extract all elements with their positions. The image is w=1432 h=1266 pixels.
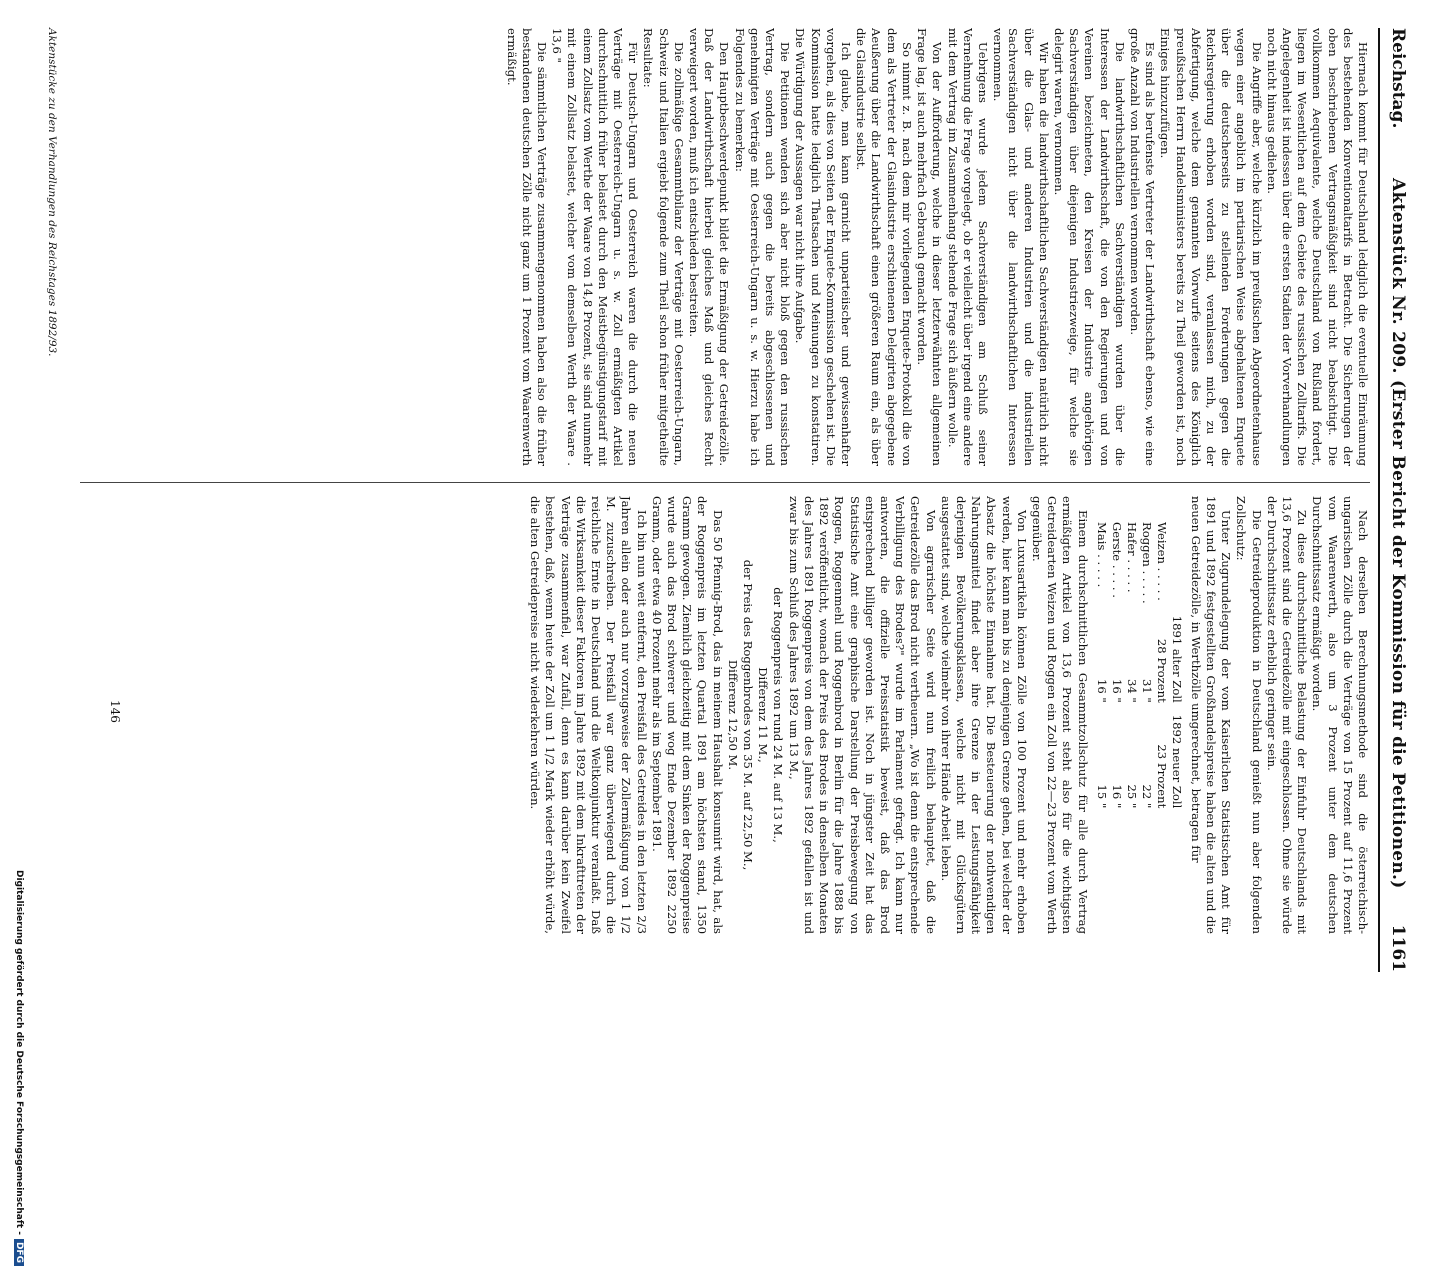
table-cell: 23 Prozent bbox=[1154, 744, 1169, 809]
difference-line: Differenz 12,50 M. bbox=[725, 659, 740, 771]
table-header-cell bbox=[1169, 516, 1184, 610]
table-cell: 28 Prozent bbox=[1154, 638, 1169, 703]
header-page-number: 1161 bbox=[1388, 924, 1408, 972]
table-header-row bbox=[1169, 516, 1184, 814]
paragraph: Nach derselben Berechnungsmethode sind die österreichisch-ungarischen Zölle durch die Verträge von 15 Prozent auf 11,6 Prozent vom Waarenwerth, also um 3 Prozent unter dem deutschen Durchschnittssatz ermäßigt worden. bbox=[1310, 496, 1370, 934]
table-cell: Roggen . . . . . bbox=[1139, 522, 1154, 604]
table-cell: Hafer . . . . . bbox=[1124, 522, 1139, 593]
table-header-cell: 1891 alter Zoll bbox=[1169, 615, 1184, 703]
table-row bbox=[1154, 516, 1169, 814]
paragraph: Von Luxusartikeln können Zölle von 100 Prozent und mehr erhoben werden, hier kann man bis zu demjenigen Grenze gehen, bei welcher der Absatz die höchste Einnahme hat. Die Besteuerung der nothwendigen Nahrungsmittel findet aber ihre Grenze in der Leistungsfähigkeit derjenigen Bevölkerungsklassen, welche nicht mit Glücksgütern ausgestattet sind, welche vielmehr von ihrer Hände Arbeit leben. bbox=[938, 496, 1029, 934]
paragraph: Die Angriffe aber, welche kürzlich im preußischen Abgeordnetenhause wegen einer angeblich im partiarischen Weise abgehaltenen Enquete über die deutscherseits zu stellenden Forderungen gegen die Reichsregierung erhoben worden sind, veranlassen mich, zu der Abfertigung, welche dem genannten Vorwurfe seitens des Königlich preußischen Herrn Handelsministers bereits zu Theil geworden ist, noch Einiges hinzuzufügen. bbox=[1158, 28, 1264, 466]
paragraph: Ich bin nun weit entfernt, den Preisfall des Getreides in den letzten 2/3 Jahren allein oder auch nur vorzugsweise der Zollermäßigung von 1 1/2 M. zuzuschreiben. Der Preisfall war ganz überwiegend durch die reichliche Ernte in Deutschland und die Weltkonjunktur veranlaßt. Daß die Wirksamkeit dieser Faktoren im Jahre 1892 mit dem Inkrafttreten der Verträge zusammenfiel, war Zufall, denn es kann darüber kein Zweifel bestehen, daß, wenn heute der Zoll um 1 1/2 Mark wieder erhöht würde, die alten Getreidepreise nicht wiederkehren würden. bbox=[528, 496, 649, 934]
table-row bbox=[1109, 516, 1124, 814]
difference-line: Differenz 11 M., bbox=[756, 667, 771, 763]
footnote: Aktenstücke zu den Verhandlungen des Reichstages 1892/93. bbox=[46, 28, 58, 357]
table-cell: 22 " bbox=[1139, 784, 1154, 809]
header-title: Aktenstück Nr. 209. (Erster Bericht der Kommission für die Petitionen.) bbox=[1388, 178, 1408, 889]
paragraph: Es sind als berufenste Vertreter der Landwirthschaft ebenso, wie eine große Anzahl von Industriellen vernommen worden. bbox=[1127, 28, 1158, 466]
paragraph: Die Getreideproduktion in Deutschland genießt nun aber folgenden Zollschutz: bbox=[1234, 496, 1264, 934]
credit-text: Digitalisierung gefördert durch die Deutsche Forschungsgemeinschaft - bbox=[14, 870, 24, 1235]
table-row bbox=[1124, 516, 1139, 814]
paragraph: Für Deutsch-Ungarn und Oesterreich waren die durch die neuen Verträge mit Oesterreich-Ungarn u. s. w. Zoll ermäßigten Artikel durchschnittlich früher belastet durch den Meistbegünstigungstarif mit einem Zollsatz vom Werthe der Waare von 14,8 Prozent, sie sind nunmehr mit einem Zollsatz belastet, welcher vom demselben Werth der Waare . 13,6 " bbox=[550, 28, 641, 466]
table-cell: Mais . . . . . bbox=[1094, 522, 1109, 588]
header-publication: Reichstag. bbox=[1388, 28, 1408, 129]
paragraph: Das 50 Pfennig-Brod, das in meinem Haushalt konsumirt wird, hat, als der Roggenpreis im letzten Quartal 1891 am höchsten stand, 1350 Gramm gewogen. Ziemlich gleichzeitig mit dem Sinken der Roggenpreise wurde auch das Brod schwerer und wog Ende Dezember 1892 2250 Gramm, oder etwa 40 Prozent mehr als im September 1891. bbox=[649, 496, 725, 934]
table-cell: 31 " bbox=[1139, 678, 1154, 703]
paragraph: Die Petitionen wenden sich aber nicht bloß gegen den russischen Vertrag, sondern auch gegen die bereits abgeschlossenen und genehmigten Verträge mit Oesterreich-Ungarn u. s. w. Hierzu habe ich Folgendes zu bemerken: bbox=[732, 28, 793, 466]
table-cell: 16 " bbox=[1094, 678, 1109, 703]
paragraph: Hiernach kommt für Deutschland lediglich die eventuelle Einräumung des bestehenden Konventionaltarifs in Betracht. Die Sicherungen der oben beschriebenen Vertragsmäßigkeit sind nicht beabsichtigt. Die vollkommen Aequivalente, welche Deutschland von Rußland fordert, liegen im Wesentlichen auf dem Gebiete des russischen Zolltarifs. Die Angelegenheit ist indessen über die ersten Stadien der Vorverhandlungen noch nicht hinaus gediehen. bbox=[1264, 28, 1370, 466]
table-cell: 15 " bbox=[1094, 784, 1109, 809]
paragraph: Zu diese durchschnittliche Belastung der Einfuhr Deutschlands mit 13,6 Prozent sind die Getreidezölle mit eingeschlossen. Ohne sie würde der Durchschnittssatz erheblich geringer sein. bbox=[1264, 496, 1310, 934]
left-column bbox=[74, 28, 1370, 466]
paragraph: Von agrarischer Seite wird nun freilich behauptet, daß die Getreidezölle das Brod nicht vertheuern. „Wo ist denn die entsprechende Verbilligung des Brodes?" wurde im Parlament gefragt. Ich kann nur antworten, die offizielle Preisstatistik beweist, daß das Brod entsprechend billiger geworden ist. Noch in jüngster Zeit hat das Statistische Amt eine graphische Darstellung der Preisbewegung von Roggen, Roggenmehl und Roggenbrod in Berlin für die Jahre 1888 bis 1892 veröffentlicht, wonach der Preis des Brodes in denselben Monaten des Jahres 1891 Roggenpreis von dem des Jahres 1892 gefallen ist und zwar bis zum Schluß des Jahres 1892 um 13 M., bbox=[786, 496, 938, 934]
table-cell: Gerste . . . . . bbox=[1109, 522, 1124, 598]
paragraph: So nimmt z. B. nach dem mir vorliegenden Enquete-Protokoll die von dem als Vertreter der Glasindustrie erschienenen Delegirten abgegebene Aeußerung über die Landwirthschaft einen größeren Raum ein, als über die Glasindustrie selbst. bbox=[854, 28, 914, 466]
paragraph: Die sämmtlichen Verträge zusammengenommen haben also die früher bestandenen deutschen Zölle nicht ganz um 1 Prozent vom Waarenwerth ermäßigt. bbox=[504, 28, 550, 466]
paragraph: Die zollmäßige Gesammtbilanz der Verträge mit Oesterreich-Ungarn, Schweiz und Italien ergiebt folgende zum Theil schon früher mitgetheilte Resultate: bbox=[641, 28, 686, 466]
table-row bbox=[1094, 516, 1109, 814]
table-cell: 34 " bbox=[1124, 678, 1139, 703]
paragraph: Unter Zugrundelegung der vom Kaiserlichen Statistischen Amt für 1891 und 1892 festgestellten Großhandelspreise haben die alten und die neuen Getreidezölle, in Werthzölle umgerechnet, betragen für bbox=[1188, 496, 1234, 934]
dfg-logo: DFG bbox=[14, 1239, 24, 1266]
table-row bbox=[1139, 516, 1154, 814]
table-cell: 16 " bbox=[1109, 678, 1124, 703]
paragraph: Den Hauptbeschwerdepunkt bildet die Ermäßigung der Getreidezölle. Daß der Landwirthschaft hierbei gleiches Maß und gleiches Recht verweigert worden, muß ich entschieden bestreiten. bbox=[687, 28, 732, 466]
table-cell: Weizen . . . . . bbox=[1154, 522, 1169, 601]
paragraph: Ich glaube, man kann garnicht unparteiischer und gewissenhafter vorgehen, als dies von Seiten der Enquete-Kommission geschehen ist. Die Kommission hatte lediglich Thatsachen und Meinungen zu konstatiren. Die Würdigung der Aussagen war nicht ihre Aufgabe. bbox=[793, 28, 854, 466]
paragraph: Die landwirthschaftlichen Sachverständigen wurden über die Interessen der Landwirthschaft, die von den Regierungen und von Vereinen bezeichneten, den Kreisen der Industrie angehörigen Sachverständigen über diejenigen Industriezweige, für welche sie delegirt waren, vernommen. bbox=[1051, 28, 1127, 466]
digitization-credit bbox=[14, 870, 24, 1266]
table-cell: 16 " bbox=[1109, 784, 1124, 809]
grain-tariff-table bbox=[1094, 516, 1184, 814]
paragraph: Uebrigens wurde jedem Sachverständigen am Schluß seiner Vernehmung die Frage vorgelegt, ob er vielleicht über irgend eine andere mit dem Vertrag im Zusammenhang stehende Frage sich äußern wolle. bbox=[945, 28, 990, 466]
page-header bbox=[1378, 28, 1414, 972]
column-divider bbox=[80, 482, 1370, 483]
paragraph: Von der Aufforderung, welche in dieser letzterwähnten allgemeinen Frage lag, ist auch mehrfach Gebrauch gemacht worden. bbox=[915, 28, 945, 466]
price-line: der Preis des Roggenbrodes von 35 M. auf 22,50 M., bbox=[741, 559, 756, 871]
paragraph: Einem durchschnittlichen Gesammtzollschutz für alle durch Vertrag ermäßigten Artikel von 13,6 Prozent steht also für die wichtigsten Getreidearten Weizen und Roggen ein Zoll von 22—23 Prozent vom Werth gegenüber. bbox=[1029, 496, 1090, 934]
price-line: der Roggenpreis von rund 24 M. auf 13 M., bbox=[771, 587, 786, 843]
table-cell: 25 " bbox=[1124, 784, 1139, 809]
paragraph: Wir haben die landwirthschaftlichen Sachverständigen natürlich nicht über die Glas- und anderen Industrien und die industriellen Sachverständigen nicht über die landwirthschaftlichen Interessen vernommen. bbox=[991, 28, 1051, 466]
table-header-cell: 1892 neuer Zoll bbox=[1169, 714, 1184, 809]
right-column bbox=[290, 496, 1370, 934]
signature-mark: 146 bbox=[108, 700, 122, 723]
